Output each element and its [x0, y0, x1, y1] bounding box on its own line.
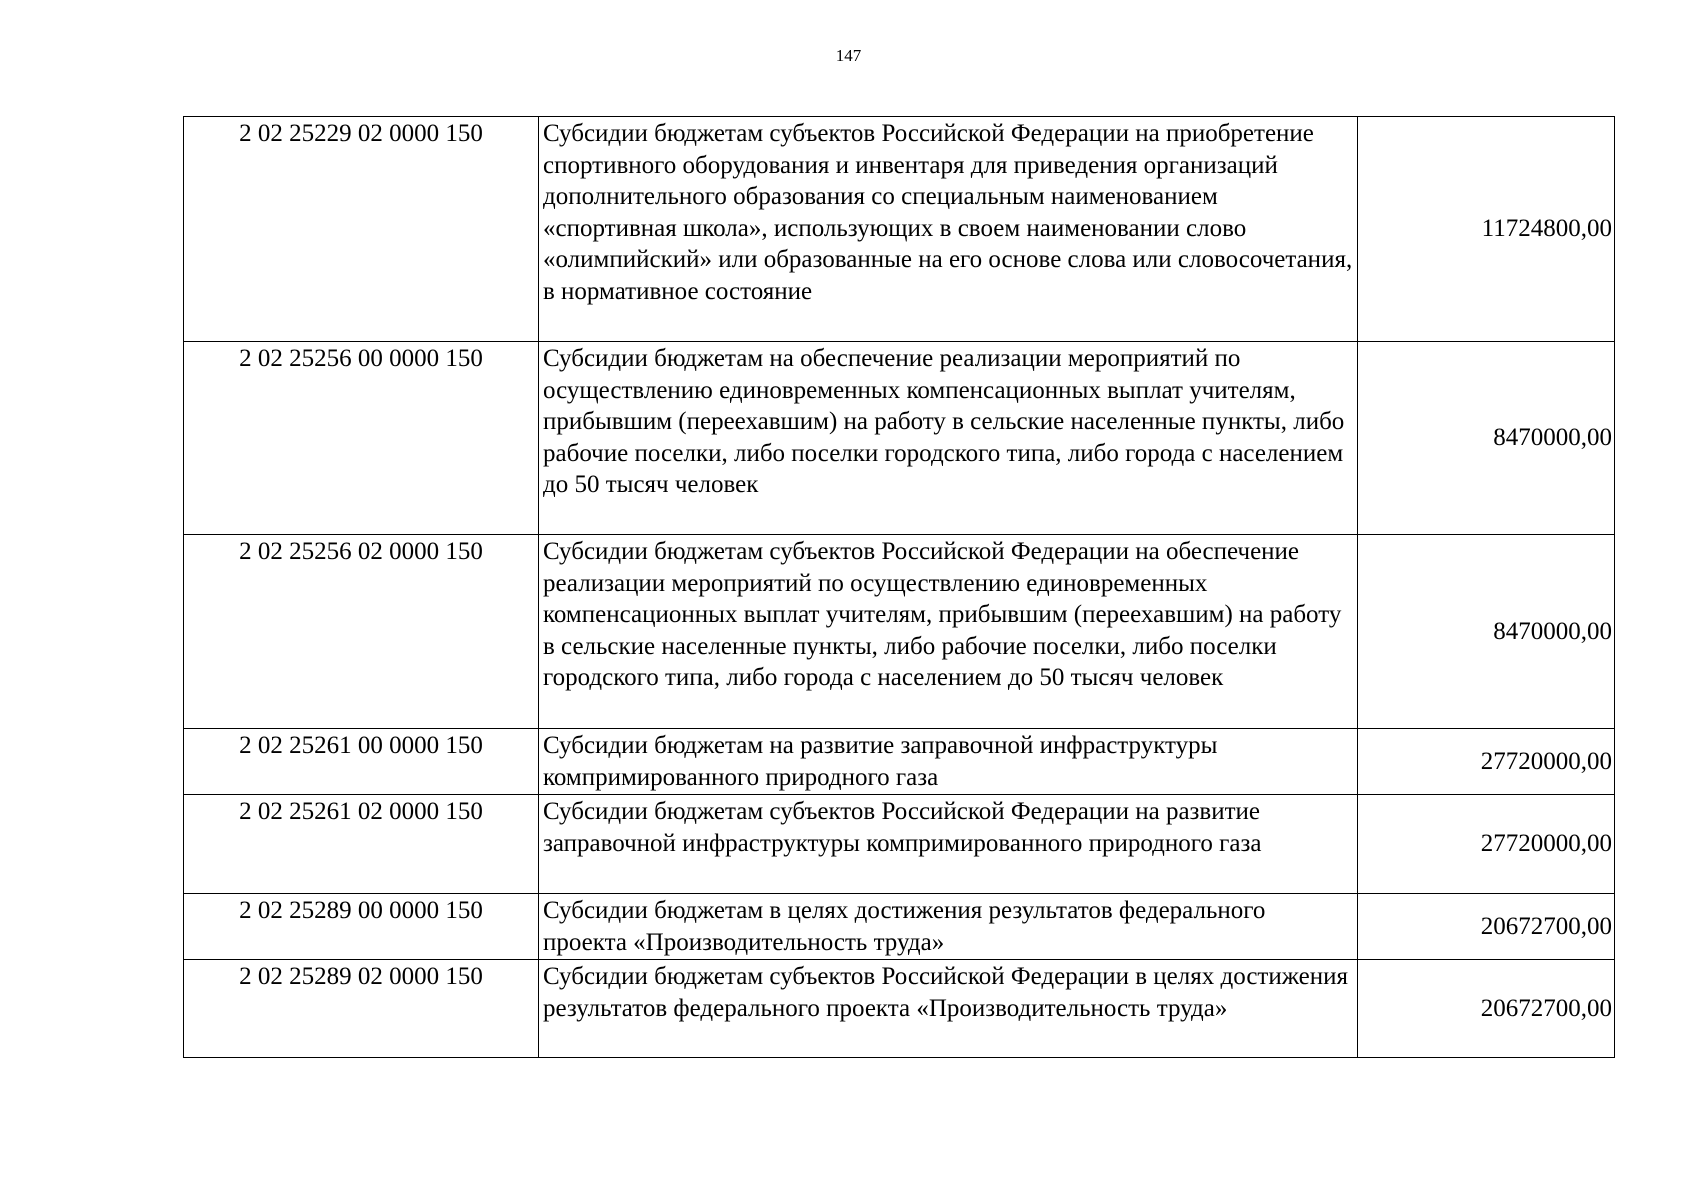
budget-amount-cell: 20672700,00	[1358, 960, 1615, 1058]
budget-name-cell: Субсидии бюджетам на обеспечение реализации мероприятий по осуществлению единовременных компенсационных выплат учителям, прибывшим (переехавшим) на работу в сельские населенные пункты, либо рабочие поселки, либо поселки городского типа, либо города с населением до 50 тысяч человек	[539, 342, 1358, 535]
budget-code-cell: 2 02 25289 02 0000 150	[184, 960, 539, 1058]
budget-code-cell: 2 02 25289 00 0000 150	[184, 894, 539, 960]
table-row	[184, 894, 1615, 960]
budget-name-cell: Субсидии бюджетам субъектов Российской Федерации в целях достижения результатов федерального проекта «Производительность труда»	[539, 960, 1358, 1058]
budget-code-cell: 2 02 25256 00 0000 150	[184, 342, 539, 535]
budget-amount-cell: 8470000,00	[1358, 342, 1615, 535]
budget-amount-cell: 11724800,00	[1358, 117, 1615, 342]
table-row	[184, 535, 1615, 729]
budget-amount-cell: 8470000,00	[1358, 535, 1615, 729]
budget-code-cell: 2 02 25261 00 0000 150	[184, 729, 539, 795]
table-row	[184, 342, 1615, 535]
budget-name-cell: Субсидии бюджетам на развитие заправочной инфраструктуры компримированного природного газа	[539, 729, 1358, 795]
budget-name-cell: Субсидии бюджетам субъектов Российской Федерации на приобретение спортивного оборудования и инвентаря для приведения организаций дополнительного образования со специальным наименованием «спортивная школа», использующих в своем наименовании слово «олимпийский» или образованные на его основе слова или словосочетания, в нормативное состояние	[539, 117, 1358, 342]
budget-code-cell: 2 02 25256 02 0000 150	[184, 535, 539, 729]
budget-amount-cell: 27720000,00	[1358, 729, 1615, 795]
budget-code-cell: 2 02 25229 02 0000 150	[184, 117, 539, 342]
table-row	[184, 795, 1615, 894]
budget-name-cell: Субсидии бюджетам субъектов Российской Федерации на развитие заправочной инфраструктуры компримированного природного газа	[539, 795, 1358, 894]
table-row	[184, 117, 1615, 342]
table-row	[184, 729, 1615, 795]
budget-amount-cell: 27720000,00	[1358, 795, 1615, 894]
budget-amount-cell: 20672700,00	[1358, 894, 1615, 960]
budget-name-cell: Субсидии бюджетам в целях достижения результатов федерального проекта «Производительность труда»	[539, 894, 1358, 960]
budget-code-cell: 2 02 25261 02 0000 150	[184, 795, 539, 894]
page-number: 147	[835, 46, 862, 65]
budget-table	[183, 116, 1615, 1058]
table-row	[184, 960, 1615, 1058]
budget-name-cell: Субсидии бюджетам субъектов Российской Федерации на обеспечение реализации мероприятий по осуществлению единовременных компенсационных выплат учителям, прибывшим (переехавшим) на работу в сельские населенные пункты, либо рабочие поселки, либо поселки городского типа, либо города с населением до 50 тысяч человек	[539, 535, 1358, 729]
